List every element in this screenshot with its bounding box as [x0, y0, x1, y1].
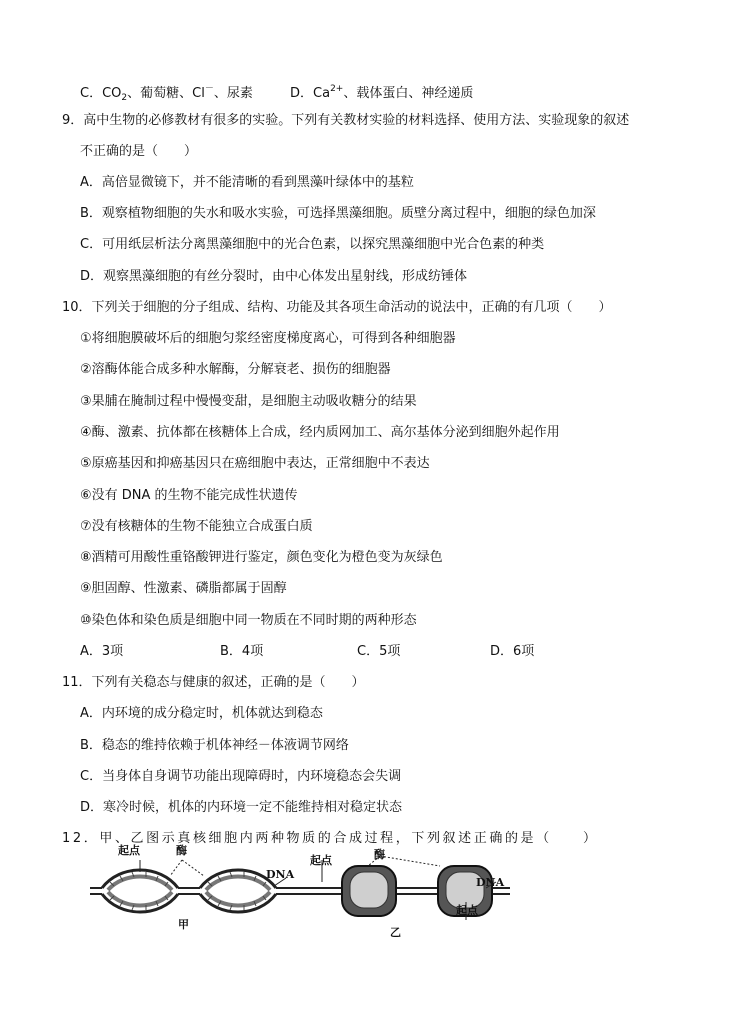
jia-start-label: 起点 — [118, 844, 140, 857]
q10-option-d: D．6项 — [490, 644, 535, 659]
yi-caption: 乙 — [390, 926, 401, 939]
subscript: 2 — [121, 93, 128, 103]
q10-item-9: ⑨胆固醇、性激素、磷脂都属于固醇 — [80, 581, 287, 596]
q9-stem-line1: 9．高中生物的必修教材有很多的实验。下列有关教材实验的材料选择、使用方法、实验现象的叙述 — [62, 113, 630, 128]
q8-optc-text-2: 、葡萄糖、Cl — [127, 86, 205, 101]
q10-item-8: ⑧酒精可用酸性重铬酸钾进行鉴定，颜色变化为橙色变为灰绿色 — [80, 550, 443, 565]
figure-yi — [300, 848, 510, 942]
q10-item-6: ⑥没有 DNA 的生物不能完成性状遗传 — [80, 488, 298, 503]
yi-start-top-label: 起点 — [310, 854, 332, 867]
q9-option-d: D．观察黑藻细胞的有丝分裂时，由中心体发出星射线，形成纺锤体 — [80, 269, 468, 284]
q9-option-b: B．观察植物细胞的失水和吸水实验，可选择黑藻细胞。质壁分离过程中，细胞的绿色加深 — [80, 206, 596, 221]
q10-option-c: C．5项 — [357, 644, 401, 659]
jia-caption: 甲 — [178, 918, 189, 931]
q10-options — [80, 643, 680, 661]
q9-option-a: A．高倍显微镜下，并不能清晰的看到黑藻叶绿体中的基粒 — [80, 175, 414, 190]
q8-optc-text-3: 、尿素 — [213, 86, 253, 101]
q11-stem: 11．下列有关稳态与健康的叙述，正确的是（ ） — [62, 675, 365, 690]
yi-dna-label: DNA — [476, 876, 505, 889]
polymerase-inner-left — [350, 872, 388, 908]
jia-enzyme-label: 酶 — [176, 844, 187, 857]
q10-option-b: B．4项 — [220, 644, 264, 659]
q11-option-a: A．内环境的成分稳定时，机体就达到稳态 — [80, 706, 323, 721]
q10-item-1: ①将细胞膜破坏后的细胞匀浆经密度梯度离心，可得到各种细胞器 — [80, 331, 456, 346]
q11-option-c: C．当身体自身调节功能出现障碍时，内环境稳态会失调 — [80, 769, 402, 784]
q8-option-c — [80, 80, 253, 107]
superscript: － — [204, 84, 214, 94]
q10-item-5: ⑤原癌基因和抑癌基因只在癌细胞中表达，正常细胞中不表达 — [80, 456, 430, 471]
q9-stem-line2: 不正确的是（ ） — [80, 144, 198, 159]
q8-optd-text-2: 、载体蛋白、神经递质 — [343, 86, 474, 101]
q11-option-b: B．稳态的维持依赖于机体神经－体液调节网络 — [80, 738, 349, 753]
q8-optc-text: C．CO — [80, 86, 122, 101]
superscript: 2+ — [330, 84, 344, 94]
dna-replication-diagram-jia — [90, 852, 300, 922]
yi-start-bottom-label: 起点 — [456, 904, 478, 917]
jia-dna-label: DNA — [266, 868, 295, 881]
q12-stem: 12．甲、乙图示真核细胞内两种物质的合成过程，下列叙述正确的是（ ） — [62, 831, 599, 846]
q10-stem: 10．下列关于细胞的分子组成、结构、功能及其各项生命活动的说法中，正确的有几项（ ） — [62, 300, 612, 315]
q10-item-7: ⑦没有核糖体的生物不能独立合成蛋白质 — [80, 519, 313, 534]
q11-option-d: D．寒冷时候，机体的内环境一定不能维持相对稳定状态 — [80, 800, 403, 815]
q9-option-c: C．可用纸层析法分离黑藻细胞中的光合色素，以探究黑藻细胞中光合色素的种类 — [80, 237, 545, 252]
q8-option-d — [290, 80, 473, 103]
figure-jia — [90, 844, 300, 942]
q10-item-4: ④酶、激素、抗体都在核糖体上合成，经内质网加工、高尔基体分泌到细胞外起作用 — [80, 425, 560, 440]
q10-item-3: ③果脯在腌制过程中慢慢变甜，是细胞主动吸收糖分的结果 — [80, 394, 417, 409]
yi-enzyme-label: 酶 — [374, 848, 385, 861]
q10-item-2: ②溶酶体能合成多种水解酶，分解衰老、损伤的细胞器 — [80, 362, 391, 377]
q10-option-a: A．3项 — [80, 644, 124, 659]
q8-optd-text: D．Ca — [290, 86, 331, 101]
q10-item-10: ⑩染色体和染色质是细胞中同一物质在不同时期的两种形态 — [80, 613, 417, 628]
